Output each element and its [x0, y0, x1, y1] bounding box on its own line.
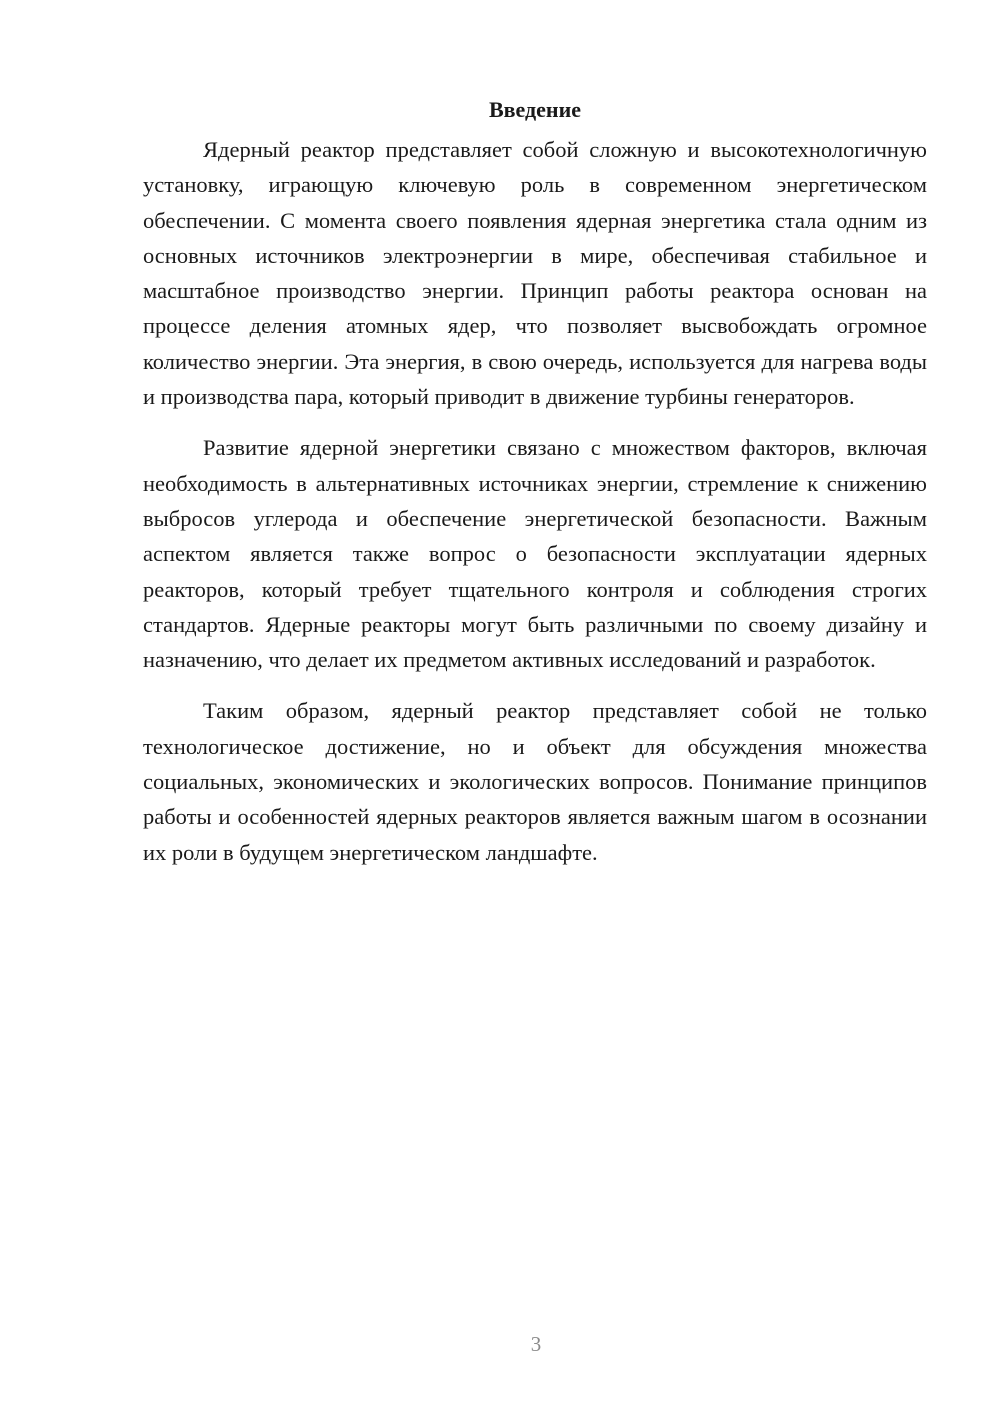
paragraph-2: Развитие ядерной энергетики связано с множеством факторов, включая необходимость в альтернативных источниках энергии, стремление к снижению выбросов углерода и обеспечение энергетической безопасности. Важным аспектом является также вопрос о безопасности эксплуатации ядерных реакторов, который требует тщательного контроля и соблюдения строгих стандартов. Ядерные реакторы могут быть различными по своему дизайну и назначению, что делает их предметом активных исследований и разработок.: [143, 435, 927, 673]
page-number: 3: [530, 1332, 542, 1356]
page-content: [143, 92, 927, 886]
paragraph-1: Ядерный реактор представляет собой сложную и высокотехнологичную установку, играющую ключевую роль в современном энергетическом обеспечении. С момента своего появления ядерная энергетика стала одним из основных источников электроэнергии в мире, обеспечивая стабильное и масштабное производство энергии. Принцип работы реактора основан на процессе деления атомных ядер, что позволяет высвобождать огромное количество энергии. Эта энергия, в свою очередь, используется для нагрева воды и производства пара, который приводит в движение турбины генераторов.: [143, 137, 927, 410]
section-heading: Введение: [488, 97, 582, 122]
paragraph-3: Таким образом, ядерный реактор представляет собой не только технологическое достижение, но и объект для обсуждения множества социальных, экономических и экологических вопросов. Понимание принципов работы и особенностей ядерных реакторов является важным шагом в осознании их роли в будущем энергетическом ландшафте.: [143, 698, 927, 865]
